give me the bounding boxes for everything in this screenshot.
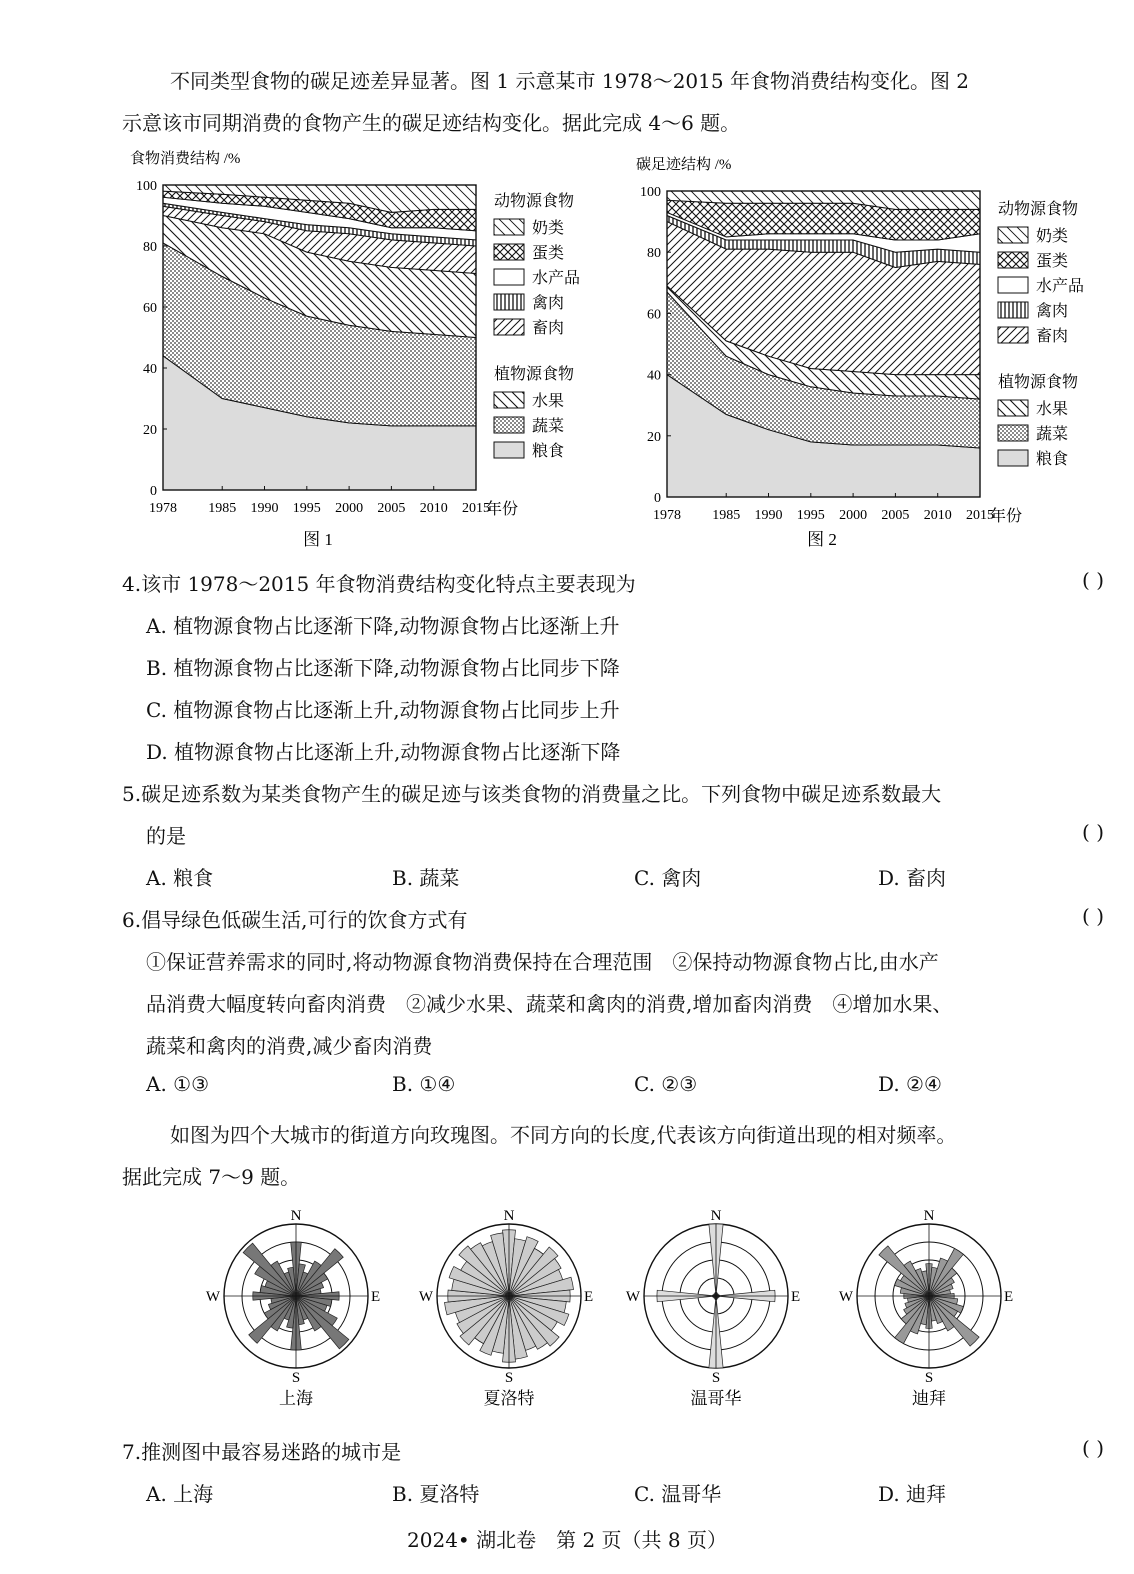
question-6-option-c[interactable]: C. ②③ (634, 1072, 698, 1096)
figure-2-caption: 图 2 (807, 530, 837, 549)
legend-swatch-livestock-meat (494, 319, 524, 335)
intro-1-line-1: 不同类型食物的碳足迹差异显著。图 1 示意某市 1978～2015 年食物消费结构变化。图 2 (170, 69, 970, 93)
x-tick-label: 1995 (796, 508, 825, 523)
rose-city-label: 迪拜 (912, 1389, 946, 1408)
legend-swatch-aquatic (494, 269, 524, 285)
legend-label-grain: 粮食 (1036, 451, 1069, 468)
y-tick-label: 20 (143, 423, 157, 438)
legend-swatch-vegetable (998, 425, 1028, 441)
chart-layer (130, 149, 1084, 525)
legend-label-egg: 蛋类 (532, 245, 565, 262)
compass-east-label: E (371, 1289, 381, 1305)
compass-south-label: S (711, 1370, 721, 1386)
legend-label-egg: 蛋类 (1036, 253, 1069, 270)
rose-1 (206, 1208, 380, 1408)
legend-swatch-livestock-meat (998, 327, 1028, 343)
compass-north-label: N (710, 1208, 722, 1224)
legend-title-plant: 植物源食物 (494, 366, 575, 383)
question-7-answer-blank[interactable]: ( ) (1082, 1436, 1104, 1460)
y-axis-label: 食物消费结构 /% (130, 151, 241, 167)
x-tick-label: 2010 (923, 508, 952, 523)
x-tick-label: 2000 (335, 501, 364, 516)
question-6-statement-line-1: ①保证营养需求的同时,将动物源食物消费保持在合理范围 ②保持动物源食物占比,由水产 (146, 950, 939, 974)
legend-label-poultry: 禽肉 (532, 295, 565, 312)
legend-swatch-egg (998, 252, 1028, 268)
legend-swatch-milk (494, 219, 524, 235)
question-6-stem: 6.倡导绿色低碳生活,可行的饮食方式有 (122, 908, 468, 932)
y-tick-label: 80 (647, 246, 661, 262)
question-6-option-d[interactable]: D. ②④ (878, 1072, 942, 1096)
question-5-option-d[interactable]: D. 畜肉 (878, 866, 947, 890)
legend-label-grain: 粮食 (532, 443, 565, 460)
rose-city-label: 上海 (279, 1389, 313, 1408)
legend-swatch-grain (494, 442, 524, 458)
legend-label-vegetable: 蔬菜 (1036, 426, 1069, 443)
x-tick-label: 1985 (712, 508, 741, 523)
question-4-answer-blank[interactable]: ( ) (1082, 568, 1104, 592)
x-axis-label: 年份 (486, 501, 519, 518)
question-7-stem: 7.推测图中最容易迷路的城市是 (122, 1440, 402, 1464)
y-tick-label: 40 (647, 368, 661, 384)
x-tick-label: 2010 (419, 501, 448, 516)
rose-city-label: 夏洛特 (483, 1389, 535, 1408)
compass-north-label: N (503, 1208, 515, 1224)
compass-west-label: W (205, 1289, 220, 1305)
compass-south-label: S (924, 1370, 934, 1386)
x-tick-label: 2005 (881, 508, 910, 523)
x-tick-label: 1990 (250, 501, 279, 516)
legend-swatch-fruit (494, 392, 524, 408)
question-5-option-c[interactable]: C. 禽肉 (634, 866, 702, 890)
figures-1-2 (0, 140, 1134, 560)
legend-title-animal: 动物源食物 (494, 193, 575, 210)
question-4-option-a[interactable]: A. 植物源食物占比逐渐下降,动物源食物占比逐渐上升 (146, 614, 620, 638)
figure-2-chart (636, 155, 1084, 525)
legend-swatch-fruit (998, 400, 1028, 416)
question-5-option-b[interactable]: B. 蔬菜 (392, 866, 460, 890)
rose-3 (626, 1208, 800, 1408)
x-axis-label: 年份 (990, 508, 1023, 525)
legend-title-animal: 动物源食物 (998, 201, 1079, 218)
x-tick-label: 1995 (292, 501, 321, 516)
y-tick-label: 0 (654, 491, 661, 506)
x-tick-label: 1985 (208, 501, 237, 516)
intro-passage-2 (122, 1114, 1112, 1198)
question-4-option-c[interactable]: C. 植物源食物占比逐渐上升,动物源食物占比同步上升 (146, 698, 620, 722)
question-6-option-b[interactable]: B. ①④ (392, 1072, 456, 1096)
y-tick-label: 100 (136, 179, 157, 194)
intro-2-line-2: 据此完成 7～9 题。 (122, 1165, 301, 1189)
figure-2-legend (998, 200, 1084, 468)
x-tick-label: 2015 (966, 508, 994, 523)
legend-label-fruit: 水果 (1036, 401, 1069, 418)
legend-swatch-grain (998, 450, 1028, 466)
page-footer: 2024• 湖北卷 第 2 页（共 8 页） (407, 1528, 727, 1552)
question-6-statement-line-2: 品消费大幅度转向畜肉消费 ②减少水果、蔬菜和禽肉的消费,增加畜肉消费 ④增加水果、 (146, 992, 953, 1016)
compass-east-label: E (584, 1289, 594, 1305)
question-4-option-d[interactable]: D. 植物源食物占比逐渐上升,动物源食物占比逐渐下降 (146, 740, 621, 764)
legend-swatch-poultry (998, 302, 1028, 318)
figure-1-legend (494, 192, 580, 460)
legend-swatch-milk (998, 227, 1028, 243)
y-axis-label: 碳足迹结构 /% (636, 157, 732, 173)
compass-west-label: W (838, 1289, 853, 1305)
compass-east-label: E (1004, 1289, 1014, 1305)
figure-1-chart (130, 149, 580, 518)
y-tick-label: 40 (143, 362, 157, 377)
legend-swatch-egg (494, 244, 524, 260)
legend-label-livestock-meat: 畜肉 (532, 320, 565, 337)
y-tick-label: 60 (647, 307, 661, 323)
question-7-option-b[interactable]: B. 夏洛特 (392, 1482, 480, 1506)
intro-passage-1 (122, 60, 1112, 144)
x-tick-label: 1978 (653, 508, 681, 523)
question-6-answer-blank[interactable]: ( ) (1082, 904, 1104, 928)
legend-label-livestock-meat: 畜肉 (1036, 328, 1069, 345)
intro-1-line-2: 示意该市同期消费的食物产生的碳足迹结构变化。据此完成 4～6 题。 (122, 111, 741, 135)
legend-swatch-aquatic (998, 277, 1028, 293)
rose-4 (839, 1208, 1013, 1408)
legend-swatch-poultry (494, 294, 524, 310)
question-5-stem-line-1: 5.碳足迹系数为某类食物产生的碳足迹与该类食物的消费量之比。下列食物中碳足迹系数最大 (122, 782, 942, 806)
question-4-stem: 4.该市 1978～2015 年食物消费结构变化特点主要表现为 (122, 572, 636, 596)
x-tick-label: 1990 (754, 508, 783, 523)
question-7-option-a[interactable]: A. 上海 (146, 1482, 214, 1506)
question-4-option-b[interactable]: B. 植物源食物占比逐渐下降,动物源食物占比同步下降 (146, 656, 620, 680)
compass-north-label: N (290, 1208, 302, 1224)
legend-title-plant: 植物源食物 (998, 374, 1079, 391)
question-6-statement-line-3: 蔬菜和禽肉的消费,减少畜肉消费 (146, 1034, 433, 1058)
street-orientation-roses (0, 1200, 1134, 1420)
figure-1-caption: 图 1 (303, 530, 333, 549)
y-tick-label: 60 (143, 301, 157, 316)
legend-label-poultry: 禽肉 (1036, 303, 1069, 320)
legend-label-milk: 奶类 (1036, 228, 1069, 245)
x-tick-label: 2015 (462, 501, 490, 516)
legend-label-fruit: 水果 (532, 393, 565, 410)
compass-west-label: W (418, 1289, 433, 1305)
compass-east-label: E (791, 1289, 801, 1305)
question-5-stem-line-2: 的是 (146, 824, 186, 848)
x-tick-label: 1978 (149, 501, 177, 516)
legend-label-milk: 奶类 (532, 220, 565, 237)
question-7-option-c[interactable]: C. 温哥华 (634, 1482, 722, 1506)
legend-label-vegetable: 蔬菜 (532, 418, 565, 435)
legend-label-aquatic: 水产品 (1036, 278, 1085, 295)
intro-2-line-1: 如图为四个大城市的街道方向玫瑰图。不同方向的长度,代表该方向街道出现的相对频率。 (170, 1123, 957, 1147)
rose-2 (419, 1208, 593, 1408)
rose-layer (206, 1208, 1013, 1408)
y-tick-label: 100 (640, 185, 661, 200)
x-tick-label: 2005 (377, 501, 406, 516)
y-tick-label: 20 (647, 429, 661, 445)
compass-south-label: S (291, 1370, 301, 1386)
question-6-option-a[interactable]: A. ①③ (146, 1072, 210, 1096)
legend-swatch-vegetable (494, 417, 524, 433)
rose-city-label: 温哥华 (690, 1389, 742, 1408)
compass-south-label: S (504, 1370, 514, 1386)
compass-west-label: W (625, 1289, 640, 1305)
compass-north-label: N (923, 1208, 935, 1224)
question-5-answer-blank[interactable]: ( ) (1082, 820, 1104, 844)
y-tick-label: 80 (143, 240, 157, 255)
legend-label-aquatic: 水产品 (532, 270, 581, 287)
question-7-option-d[interactable]: D. 迪拜 (878, 1482, 947, 1506)
question-5-option-a[interactable]: A. 粮食 (146, 866, 214, 890)
x-tick-label: 2000 (839, 508, 868, 523)
y-tick-label: 0 (150, 484, 157, 499)
